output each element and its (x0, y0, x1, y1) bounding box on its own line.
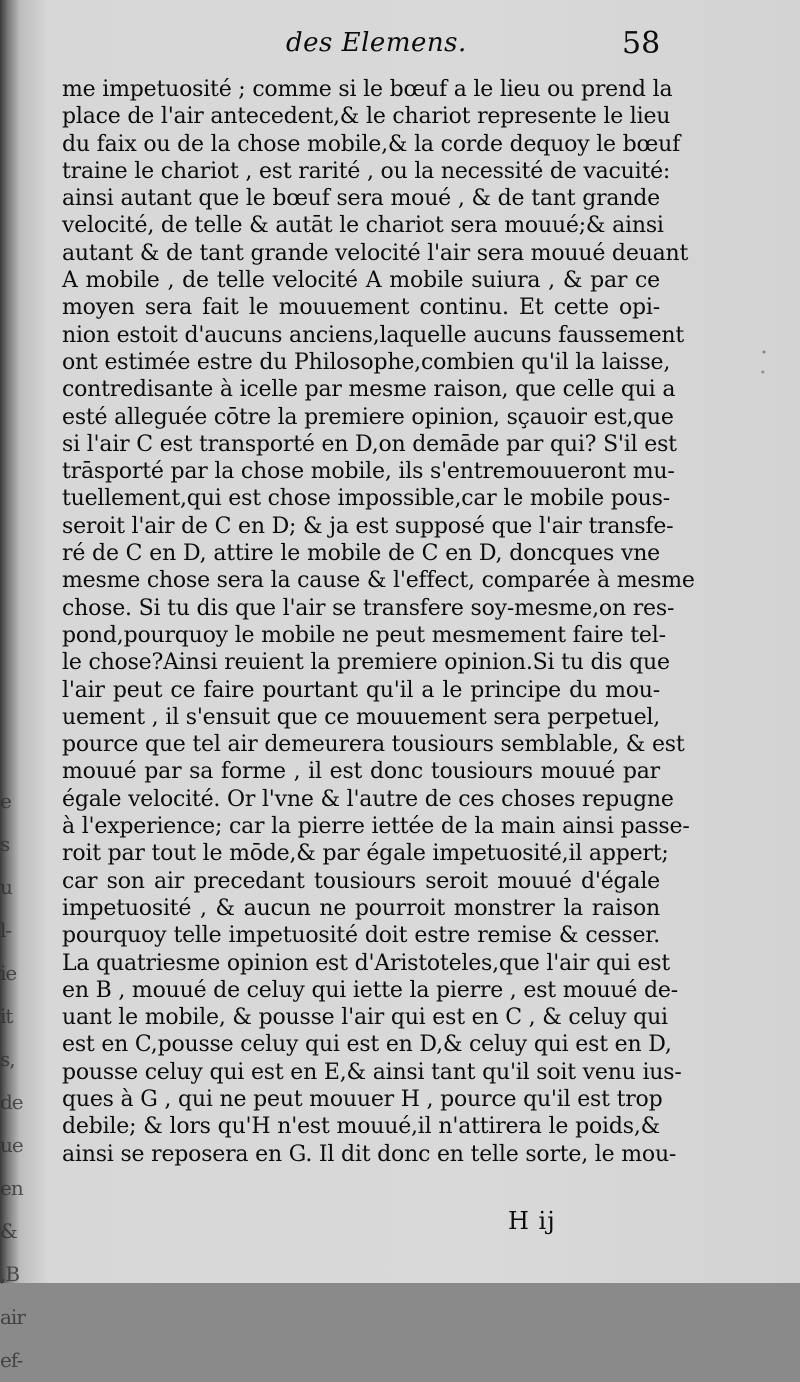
text-line: autant & de tant grande velocité l'air sera mouué deuant (62, 240, 689, 266)
text-line: ré de C en D, attire le mobile de C en D, doncques vne (62, 541, 660, 567)
text-line: A mobile , de telle velocité A mobile suiura , & par ce (62, 268, 660, 294)
text-line: l'air peut ce faire pourtant qu'il a le principe du mou- (62, 677, 660, 703)
text-line: égale velocité. Or l'vne & l'autre de ces choses repugne (62, 786, 674, 812)
text-line: moyen sera fait le mouuement continu. Et cette opi- (62, 295, 660, 321)
bleed-fragment: en (0, 1176, 23, 1200)
text-line: mesme chose sera la cause & l'effect, comparée à mesme (62, 568, 695, 594)
bleed-fragment: ,B (0, 1262, 20, 1286)
text-line: La quatriesme opinion est d'Aristoteles,que l'air qui est (62, 950, 670, 976)
text-line: le chose?Ainsi reuient la premiere opinion.Si tu dis que (62, 650, 670, 676)
text-line: ques à G , qui ne peut mouuer H , pource qu'il est trop (62, 1086, 663, 1112)
page-number: 58 (622, 26, 661, 61)
bleed-fragment: ue (0, 1133, 23, 1157)
text-line: trāsporté par la chose mobile, ils s'entremouueront mu- (62, 459, 675, 485)
text-line: me impetuosité ; comme si le bœuf a le lieu ou prend la (62, 77, 673, 102)
text-line: à l'experience; car la pierre iettée de la main ainsi passe- (62, 814, 690, 840)
bleed-fragment: & (0, 1219, 17, 1243)
text-line: pourquoy telle impetuosité doit estre remise & cesser. (62, 923, 660, 949)
text-line: ainsi autant que le bœuf sera moué , & de tant grande (62, 186, 660, 212)
text-line: du faix ou de la chose mobile,& la corde dequoy le bœuf (62, 131, 681, 157)
text-line: est en C,pousse celuy qui est en D,& celuy qui est en D, (62, 1032, 672, 1058)
text-line: mouué par sa forme , il est donc tousiours mouué par (62, 759, 660, 785)
bleed-fragment: s, (0, 1047, 15, 1071)
text-line: tuellement,qui est chose impossible,car le mobile pous- (62, 486, 670, 512)
text-line: uant le mobile, & pousse l'air qui est en C , & celuy qui (62, 1005, 668, 1031)
text-line: ont estimée estre du Philosophe,combien qu'il la laisse, (62, 349, 671, 375)
text-line: nion estoit d'aucuns anciens,laquelle aucuns faussement (62, 322, 685, 348)
text-line: car son air precedant tousiours seroit mouué d'égale (62, 868, 660, 894)
text-line: impetuosité , & aucun ne pourroit monstrer la raison (62, 895, 660, 921)
text-line: traine le chariot , est rarité , ou la necessité de vacuité: (62, 158, 671, 184)
text-line: pond,pourquoy le mobile ne peut mesmement faire tel- (62, 622, 666, 648)
page-header (0, 28, 800, 68)
text-line: esté alleguée cōtre la premiere opinion, sçauoir est,que (62, 404, 674, 430)
text-line: uement , il s'ensuit que ce mouuement sera perpetuel, (62, 704, 661, 730)
bleed-fragment: u (0, 875, 12, 899)
text-line: ainsi se reposera en G. Il dit donc en telle sorte, le mou- (62, 1141, 677, 1167)
text-line: pource que tel air demeurera tousiours semblable, & est (62, 732, 685, 758)
bleed-fragment: de (0, 1090, 23, 1114)
bleed-fragment: e (0, 789, 11, 813)
text-line: velocité, de telle & autāt le chariot sera mouué;& ainsi (62, 213, 664, 239)
text-line: en B , mouué de celuy qui iette la pierre , est mouué de- (62, 977, 678, 1003)
body-text (62, 76, 695, 1168)
text-line: chose. Si tu dis que l'air se transfere soy-mesme,on res- (62, 595, 675, 621)
bleed-fragment: ef- (0, 1348, 23, 1372)
text-line: debile; & lors qu'H n'est mouué,il n'attirera le poids,& (62, 1114, 660, 1140)
text-line: contredisante à icelle par mesme raison, que celle qui a (62, 377, 676, 403)
text-line: pousse celuy qui est en E,& ainsi tant qu'il soit venu ius- (62, 1059, 682, 1085)
paper-blemish (758, 340, 770, 380)
bleed-fragment: air (0, 1305, 25, 1329)
bleed-fragment: l- (0, 918, 12, 942)
bleed-fragment: s (0, 832, 10, 856)
running-title: des Elemens. (286, 28, 467, 58)
text-line: seroit l'air de C en D; & ja est supposé que l'air transfe- (62, 513, 674, 539)
signature-mark: H ij (508, 1207, 556, 1235)
text-line: roit par tout le mōde,& par égale impetuosité,il appert; (62, 841, 669, 867)
facing-page-bleed-through (0, 780, 40, 1382)
text-line: place de l'air antecedent,& le chariot represente le lieu (62, 104, 671, 130)
bleed-fragment: it (0, 1004, 13, 1028)
text-line: si l'air C est transporté en D,on demāde par qui? S'il est (62, 431, 677, 457)
bleed-fragment: ie (0, 961, 17, 985)
